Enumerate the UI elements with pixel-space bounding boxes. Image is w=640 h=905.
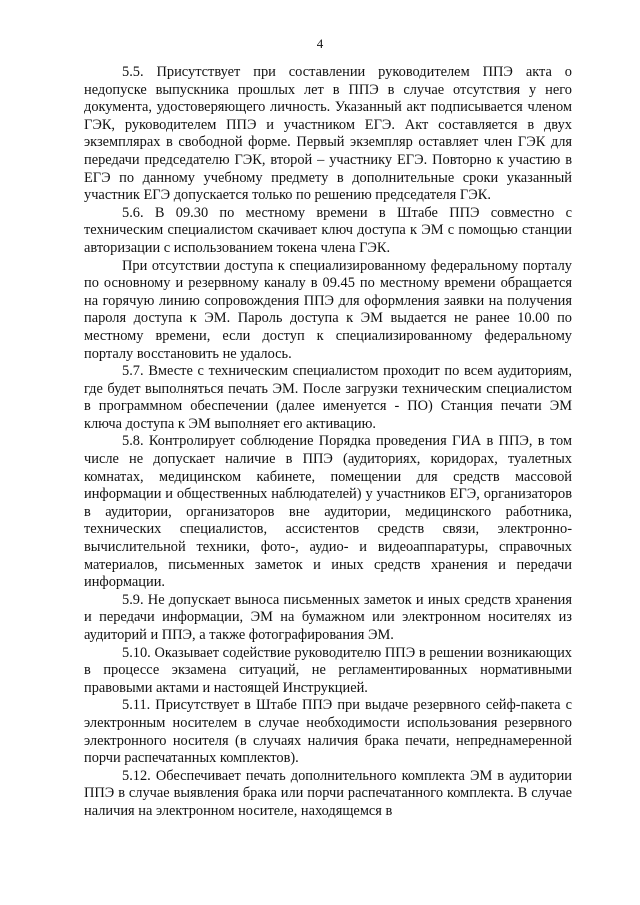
paragraph-5-5: 5.5. Присутствует при составлении руководителем ППЭ акта о недопуске выпускника прошлых лет в ППЭ в случае отсутствия у него документа, удостоверяющего личность. Указанный акт подписывается членом ГЭК, руководителем ППЭ и участником ЕГЭ. Акт составляется в двух экземплярах в свободной форме. Первый экземпляр оставляет член ГЭК для передачи председателю ГЭК, второй – участнику ЕГЭ. Повторно к участию в ЕГЭ по данному учебному предмету в дополнительные сроки указанный участник ЕГЭ допускается только по решению председателя ГЭК.	[84, 64, 572, 204]
paragraph-5-11: 5.11. Присутствует в Штабе ППЭ при выдаче резервного сейф-пакета с электронным носителем в случае необходимости использования резервного электронного носителя (в случаях наличия брака печати, непреднамеренной порчи распечатанных комплектов).	[84, 697, 572, 767]
page-number: 4	[316, 36, 324, 51]
paragraph-5-8: 5.8. Контролирует соблюдение Порядка проведения ГИА в ППЭ, в том числе не допускает наличие в ППЭ (аудиториях, коридорах, туалетных комнатах, медицинском кабинете, помещении для средств массовой информации и общественных наблюдателей) у участников ЕГЭ, организаторов в аудитории, организаторов вне аудитории, медицинского работника, технических специалистов, ассистентов средств связи, электронно-вычислительной техники, фото-, аудио- и видеоаппаратуры, справочных материалов, письменных заметок и иных средств хранения и передачи информации.	[84, 433, 572, 591]
paragraph-5-7: 5.7. Вместе с техническим специалистом проходит по всем аудиториям, где будет выполняться печать ЭМ. После загрузки техническим специалистом в программном обеспечении (далее именуется - ПО) Станция печати ЭМ ключа доступа к ЭМ выполняет его активацию.	[84, 363, 572, 432]
paragraph-5-9: 5.9. Не допускает выноса письменных заметок и иных средств хранения и передачи информации, ЭМ на бумажном или электронном носителях из аудиторий и ППЭ, а также фотографирования ЭМ.	[84, 591, 572, 643]
paragraph-5-10: 5.10. Оказывает содействие руководителю ППЭ в решении возникающих в процессе экзамена ситуаций, не регламентированных нормативными правовыми актами и настоящей Инструкцией.	[84, 644, 572, 696]
paragraph-5-12: 5.12. Обеспечивает печать дополнительного комплекта ЭМ в аудитории ППЭ в случае выявления брака или порчи распечатанного комплекта. В случае наличия на электронном носителе, находящемся в	[84, 767, 572, 819]
paragraph-5-6: 5.6. В 09.30 по местному времени в Штабе ППЭ совместно с техническим специалистом скачивает ключ доступа к ЭМ с помощью станции авторизации с использованием токена члена ГЭК.	[84, 204, 572, 256]
document-body	[84, 64, 572, 821]
paragraph-5-6-no-access: При отсутствии доступа к специализированному федеральному порталу по основному и резервному каналу в 09.45 по местному времени обращается на горячую линию сопровождения ППЭ для оформления заявки на получения пароля доступа к ЭМ. Пароль доступа к ЭМ выдается не ранее 10.00 по местному времени, если доступ к специализированному федеральному порталу восстановить не удалось.	[84, 257, 572, 362]
